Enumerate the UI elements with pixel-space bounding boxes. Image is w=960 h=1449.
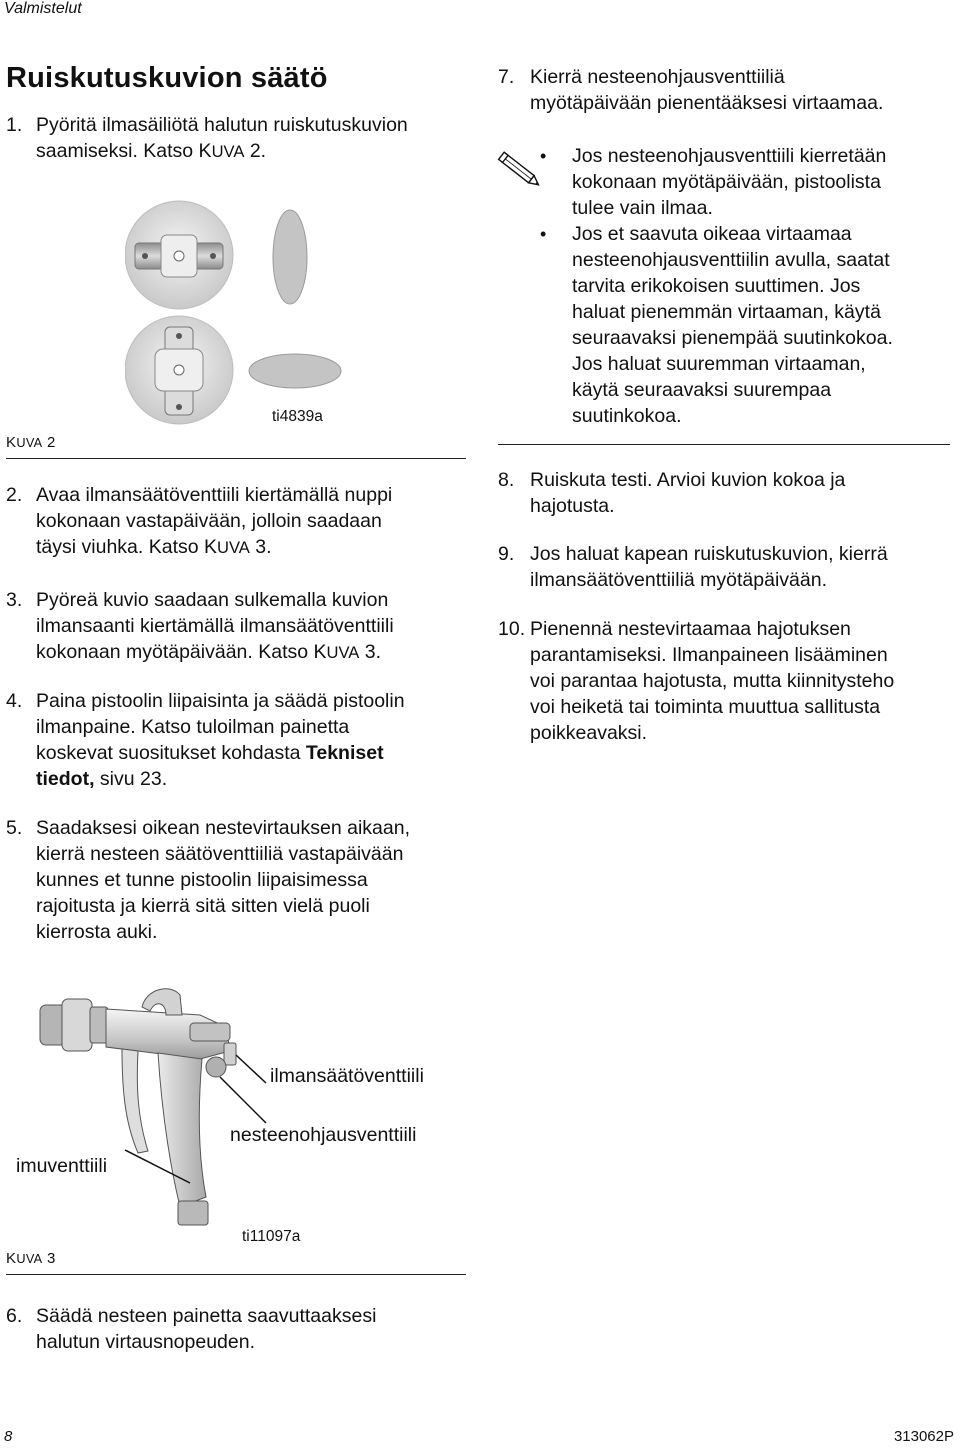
- step-text-line: kokonaan myötäpäivään. Katso KUVA 3.: [36, 641, 382, 663]
- step-text-line: saamiseksi. Katso KUVA 2.: [36, 140, 267, 162]
- step-text-line: Pyöreä kuvio saadaan sulkemalla kuvion: [36, 589, 389, 611]
- step-text-line: voi parantaa hajotusta, mutta kiinnitysteho: [530, 670, 895, 692]
- step-number: 5.: [6, 817, 23, 839]
- step-4: [6, 688, 466, 792]
- step-text-line: kierrosta auki.: [36, 921, 158, 943]
- step-5: [6, 815, 466, 945]
- air-cap-horizontal: [125, 201, 233, 309]
- step-text-line: Säädä nesteen painetta saavuttaaksesi: [36, 1305, 377, 1327]
- step-text-line: Jos haluat kapean ruiskutuskuvion, kierrä: [530, 543, 888, 565]
- note-text-line: nesteenohjausventtiilin avulla, saatat: [572, 249, 890, 271]
- step-number: 7.: [498, 66, 515, 88]
- step-number: 9.: [498, 543, 515, 565]
- step-text-line: halutun virtausnopeuden.: [36, 1331, 256, 1353]
- note-pencil-icon: [496, 148, 544, 194]
- air-cap-vertical: [125, 316, 233, 424]
- step-number: 4.: [6, 690, 23, 712]
- document-number: 313062P: [893, 1428, 954, 1445]
- page-title: Ruiskutuskuvion säätö: [6, 62, 328, 94]
- note-2: [540, 221, 950, 429]
- note-text-line: käytä seuraavaksi suurempaa: [572, 379, 832, 401]
- figure-3-spray-gun: [30, 985, 470, 1230]
- section-header: Valmistelut: [4, 0, 82, 17]
- bullet-dot: •: [540, 224, 547, 244]
- step-text-line: Pyöritä ilmasäiliötä halutun ruiskutuskuvion: [36, 114, 408, 136]
- step-text-line: rajoitusta ja kierrä sitä sitten vielä puoli: [36, 895, 370, 917]
- note-text-line: tarvita erikokoisen suuttimen. Jos: [572, 275, 861, 297]
- step-number: 3.: [6, 589, 23, 611]
- step-1: [6, 112, 466, 165]
- step-text-line: hajotusta.: [530, 495, 615, 517]
- step-text-line: kierrä nesteen säätöventtiiliä vastapäivään: [36, 843, 404, 865]
- note-text-line: suutinkokoa.: [572, 405, 682, 427]
- step-text-line: myötäpäivään pienentääksesi virtaamaa.: [530, 92, 884, 114]
- leader-line-fluid: [220, 1077, 266, 1123]
- step-text-line: tiedot, sivu 23.: [36, 768, 168, 790]
- note-text-line: Jos et saavuta oikeaa virtaamaa: [572, 223, 852, 245]
- note-text-line: Jos nesteenohjausventtiili kierretään: [572, 145, 887, 167]
- spray-pattern-horizontal: [249, 354, 341, 388]
- step-number: 6.: [6, 1305, 23, 1327]
- step-text-line: parantamiseksi. Ilmanpaineen lisääminen: [530, 644, 888, 666]
- step-text-line: ilmansaanti kiertämällä ilmansäätöventtiili: [36, 615, 394, 637]
- step-text-line: kunnes et tunne pistoolin liipaisimessa: [36, 869, 368, 891]
- step-7: [498, 64, 948, 116]
- step-text-line: Saadaksesi oikean nestevirtauksen aikaan,: [36, 817, 410, 839]
- divider: [6, 458, 466, 459]
- step-text-line: voi heiketä tai toiminta muuttua sallitusta: [530, 696, 881, 718]
- step-number: 8.: [498, 469, 515, 491]
- note-1: [540, 143, 950, 221]
- step-text-line: Kierrä nesteenohjausventtiiliä: [530, 66, 785, 88]
- leader-line-air: [236, 1055, 266, 1083]
- figure-2-caption: KUVA 2: [6, 434, 56, 451]
- gun-nozzle: [40, 999, 108, 1051]
- callout-air-valve: ilmansäätöventtiili: [270, 1065, 424, 1087]
- step-text-line: ilmansäätöventtiiliä myötäpäivään.: [530, 569, 827, 591]
- step-number: 2.: [6, 484, 23, 506]
- figure-2-ref: ti4839a: [272, 408, 323, 425]
- step-text-line: koskevat suositukset kohdasta Tekniset: [36, 742, 384, 764]
- note-text-line: tulee vain ilmaa.: [572, 197, 713, 219]
- gun-trigger: [122, 1049, 148, 1153]
- step-10: [498, 616, 953, 746]
- step-text-line: Paina pistoolin liipaisinta ja säädä pistoolin: [36, 690, 405, 712]
- figure-3-caption: KUVA 3: [6, 1250, 56, 1267]
- step-9: [498, 541, 948, 593]
- step-text-line: täysi viuhka. Katso KUVA 3.: [36, 536, 272, 558]
- note-text-line: haluat pienemmän virtaaman, käytä: [572, 301, 881, 323]
- gun-hook: [142, 989, 182, 1015]
- step-3: [6, 587, 466, 666]
- callout-fluid-valve: nesteenohjausventtiili: [230, 1124, 417, 1146]
- note-text-line: seuraavaksi pienempää suutinkokoa.: [572, 327, 893, 349]
- gun-air-inlet: [178, 1201, 208, 1225]
- divider: [498, 444, 950, 445]
- gun-handle: [158, 1053, 206, 1207]
- step-text-line: kokonaan vastapäivään, jolloin saadaan: [36, 510, 382, 532]
- figure-3-ref: ti11097a: [242, 1228, 301, 1245]
- step-number: 10.: [498, 618, 526, 640]
- step-text-line: ilmanpaine. Katso tuloilman painetta: [36, 716, 350, 738]
- note-text-line: Jos haluat suuremman virtaaman,: [572, 353, 866, 375]
- step-number: 1.: [6, 114, 23, 136]
- step-8: [498, 467, 948, 519]
- step-6: [6, 1303, 466, 1355]
- callout-suction-valve: imuventtiili: [16, 1155, 108, 1177]
- step-text-line: poikkeavaksi.: [530, 722, 648, 744]
- note-text-line: kokonaan myötäpäivään, pistoolista: [572, 171, 881, 193]
- step-text-line: Avaa ilmansäätöventtiili kiertämällä nuppi: [36, 484, 393, 506]
- step-2: [6, 482, 466, 561]
- step-text-line: Ruiskuta testi. Arvioi kuvion kokoa ja: [530, 469, 846, 491]
- step-text-line: Pienennä nestevirtaamaa hajotuksen: [530, 618, 851, 640]
- divider: [6, 1274, 466, 1275]
- spray-pattern-vertical: [273, 210, 307, 304]
- bullet-dot: •: [540, 146, 547, 166]
- page-number: 8: [4, 1428, 13, 1445]
